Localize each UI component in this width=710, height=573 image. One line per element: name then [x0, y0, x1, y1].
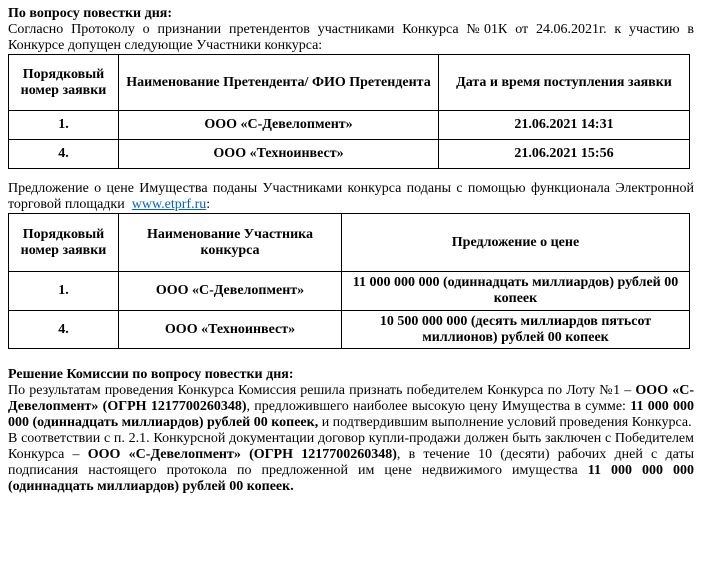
price-offers-table	[8, 213, 690, 349]
table-header-row	[9, 55, 690, 111]
table-header-row	[9, 214, 690, 272]
decision-heading: Решение Комиссии по вопросу повестки дня:	[8, 367, 294, 382]
decision-paragraph-2: В соответствии с п. 2.1. Конкурсной документации договор купли-продажи должен быть заключен с Победителем Конкурса – ООО «С-Девелопмент» (ОГРН 1217700260348), в течение 10 (десяти) рабочих дней с даты подписания настоящего протокола по предложенной им цене недвижимого имущества 11 000 000 000 (одиннадцать миллиардов) рублей 00 копеек.	[8, 431, 695, 494]
column-header: Предложение о цене	[342, 214, 690, 272]
table-row	[9, 111, 690, 140]
application-number: 4.	[9, 140, 119, 169]
decision-paragraph-1: По результатам проведения Конкурса Комиссия решила признать победителем Конкурса по Лоту №1 – ООО «С-Девелопмент» (ОГРН 1217700260348), предложившего наиболее высокую цену Имущества в сумме: 11 000 000 000 (одиннадцать миллиардов) рублей 00 копеек, и подтвердившим выполнение условий проведения Конкурса.	[8, 383, 695, 430]
column-header: Порядковый номер заявки	[9, 214, 119, 272]
column-header: Наименование Претендента/ ФИО Претендента	[119, 55, 439, 111]
column-header: Дата и время поступления заявки	[439, 55, 690, 111]
application-number: 1.	[9, 272, 119, 311]
admission-intro: Согласно Протоколу о признании претендентов участниками Конкурса №01К от 24.06.2021г. к участию в Конкурсе допущен следующие Участники конкурса:	[8, 22, 694, 53]
application-number: 4.	[9, 311, 119, 349]
table-row	[9, 140, 690, 169]
agenda-heading: По вопросу повестки дня:	[8, 6, 173, 21]
table-row	[9, 311, 690, 349]
price-offer-intro: Предложение о цене Имущества поданы Участниками конкурса поданы с помощью функционала Электронной торговой площадки www.etprf.ru:	[8, 181, 694, 212]
etp-link[interactable]: www.etprf.ru	[131, 197, 207, 212]
column-header: Наименование Участника конкурса	[119, 214, 342, 272]
submission-datetime: 21.06.2021 15:56	[439, 140, 690, 169]
participant-name: ООО «Техноинвест»	[119, 311, 342, 349]
applicant-name: ООО «С-Девелопмент»	[119, 111, 439, 140]
price-offer: 10 500 000 000 (десять миллиардов пятьсот миллионов) рублей 00 копеек	[342, 311, 690, 349]
table-row	[9, 272, 690, 311]
column-header: Порядковый номер заявки	[9, 55, 119, 111]
price-offer: 11 000 000 000 (одиннадцать миллиардов) рублей 00 копеек	[342, 272, 690, 311]
submission-datetime: 21.06.2021 14:31	[439, 111, 690, 140]
application-number: 1.	[9, 111, 119, 140]
applicant-name: ООО «Техноинвест»	[119, 140, 439, 169]
participant-name: ООО «С-Девелопмент»	[119, 272, 342, 311]
applicants-table	[8, 54, 690, 169]
